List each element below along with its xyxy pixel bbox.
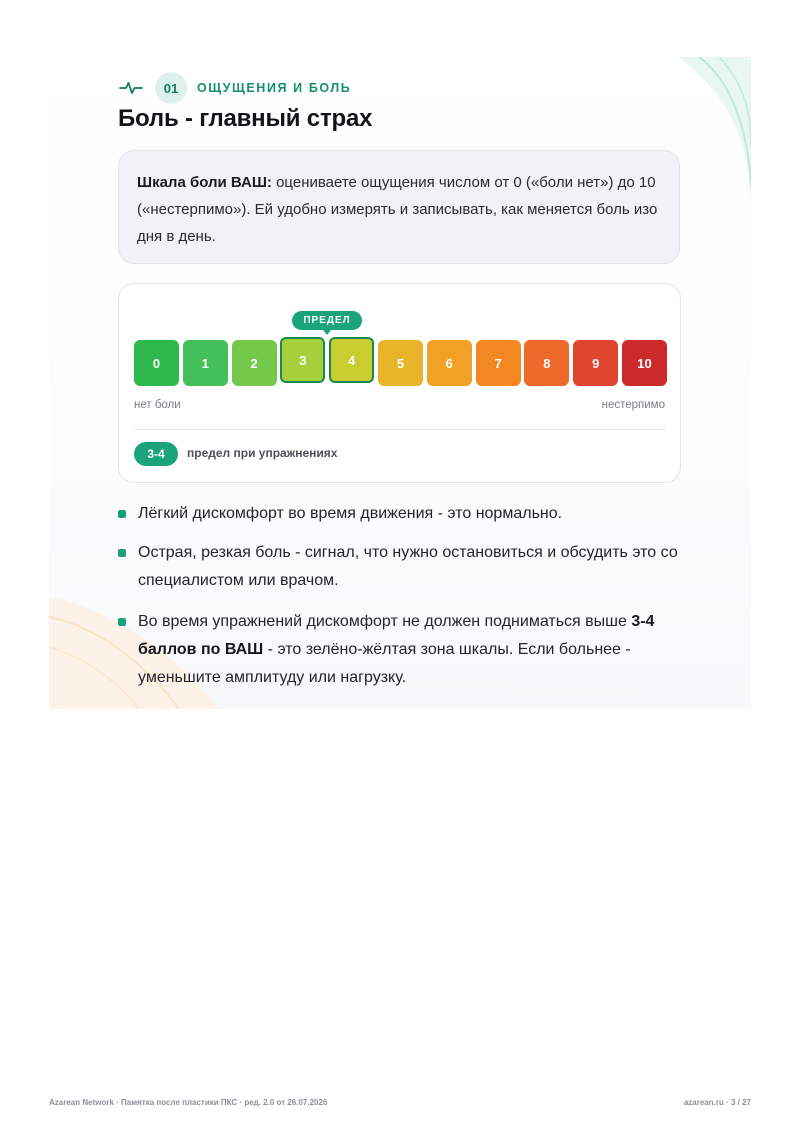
bullet-text [138, 608, 680, 692]
pain-level-5: 5 [378, 340, 423, 386]
pain-level-9: 9 [573, 340, 618, 386]
info-term: Шкала боли ВАШ: [137, 174, 272, 191]
bullet-marker [118, 549, 126, 557]
content-panel [49, 57, 751, 709]
footer-right: azarean.ru · 3 / 27 [683, 1098, 751, 1107]
pain-level-4: 4 [329, 337, 374, 383]
bullet-text-part: Во время упражнений дискомфорт не должен подниматься выше [138, 613, 632, 630]
bullet-text: Острая, резкая боль - сигнал, что нужно остановиться и обсудить это со специалистом или врачом. [138, 544, 678, 589]
footer-left: Azarean Network · Памятка после пластики ПКС · ред. 2.0 от 26.07.2026 [49, 1098, 328, 1107]
pain-level-7: 7 [476, 340, 521, 386]
limit-marker: ПРЕДЕЛ [292, 311, 362, 330]
bullet-item-3 [118, 608, 680, 692]
bullet-item-2 [118, 539, 680, 595]
range-text: предел при упражнениях [187, 446, 338, 460]
divider [134, 429, 665, 430]
section-number-badge: 01 [155, 72, 187, 104]
bullet-text: Лёгкий дискомфорт во время движения - это нормально. [138, 505, 563, 522]
pain-level-0: 0 [134, 340, 179, 386]
pain-level-2: 2 [232, 340, 277, 386]
pain-scale-card [118, 283, 681, 483]
info-text: оцениваете ощущения числом от 0 («боли нет») до 10 («нестерпимо»). Ей удобно измерять и записывать, как меняется боль изо дня в день. [137, 174, 658, 245]
section-header [119, 72, 351, 104]
pain-level-6: 6 [427, 340, 472, 386]
bullet-text-part: - это зелёно-жёлтая зона шкалы. Если больнее - уменьшите амплитуду или нагрузку. [138, 641, 631, 686]
bullet-text-bold: 3-4 баллов по ВАШ [138, 613, 655, 658]
pulse-icon [119, 80, 143, 96]
range-badge: 3-4 [134, 442, 178, 466]
scale-max-label: нестерпимо [601, 399, 665, 411]
pain-level-8: 8 [524, 340, 569, 386]
bullet-marker [118, 510, 126, 518]
pain-level-3: 3 [280, 337, 325, 383]
pain-level-10: 10 [622, 340, 667, 386]
pain-level-1: 1 [183, 340, 228, 386]
scale-min-label: нет боли [134, 399, 181, 411]
bullet-marker [118, 618, 126, 626]
section-label: ОЩУЩЕНИЯ И БОЛЬ [197, 81, 352, 95]
page-title: Боль - главный страх [118, 105, 373, 132]
info-box [118, 150, 680, 264]
bullet-item-1 [118, 500, 680, 528]
